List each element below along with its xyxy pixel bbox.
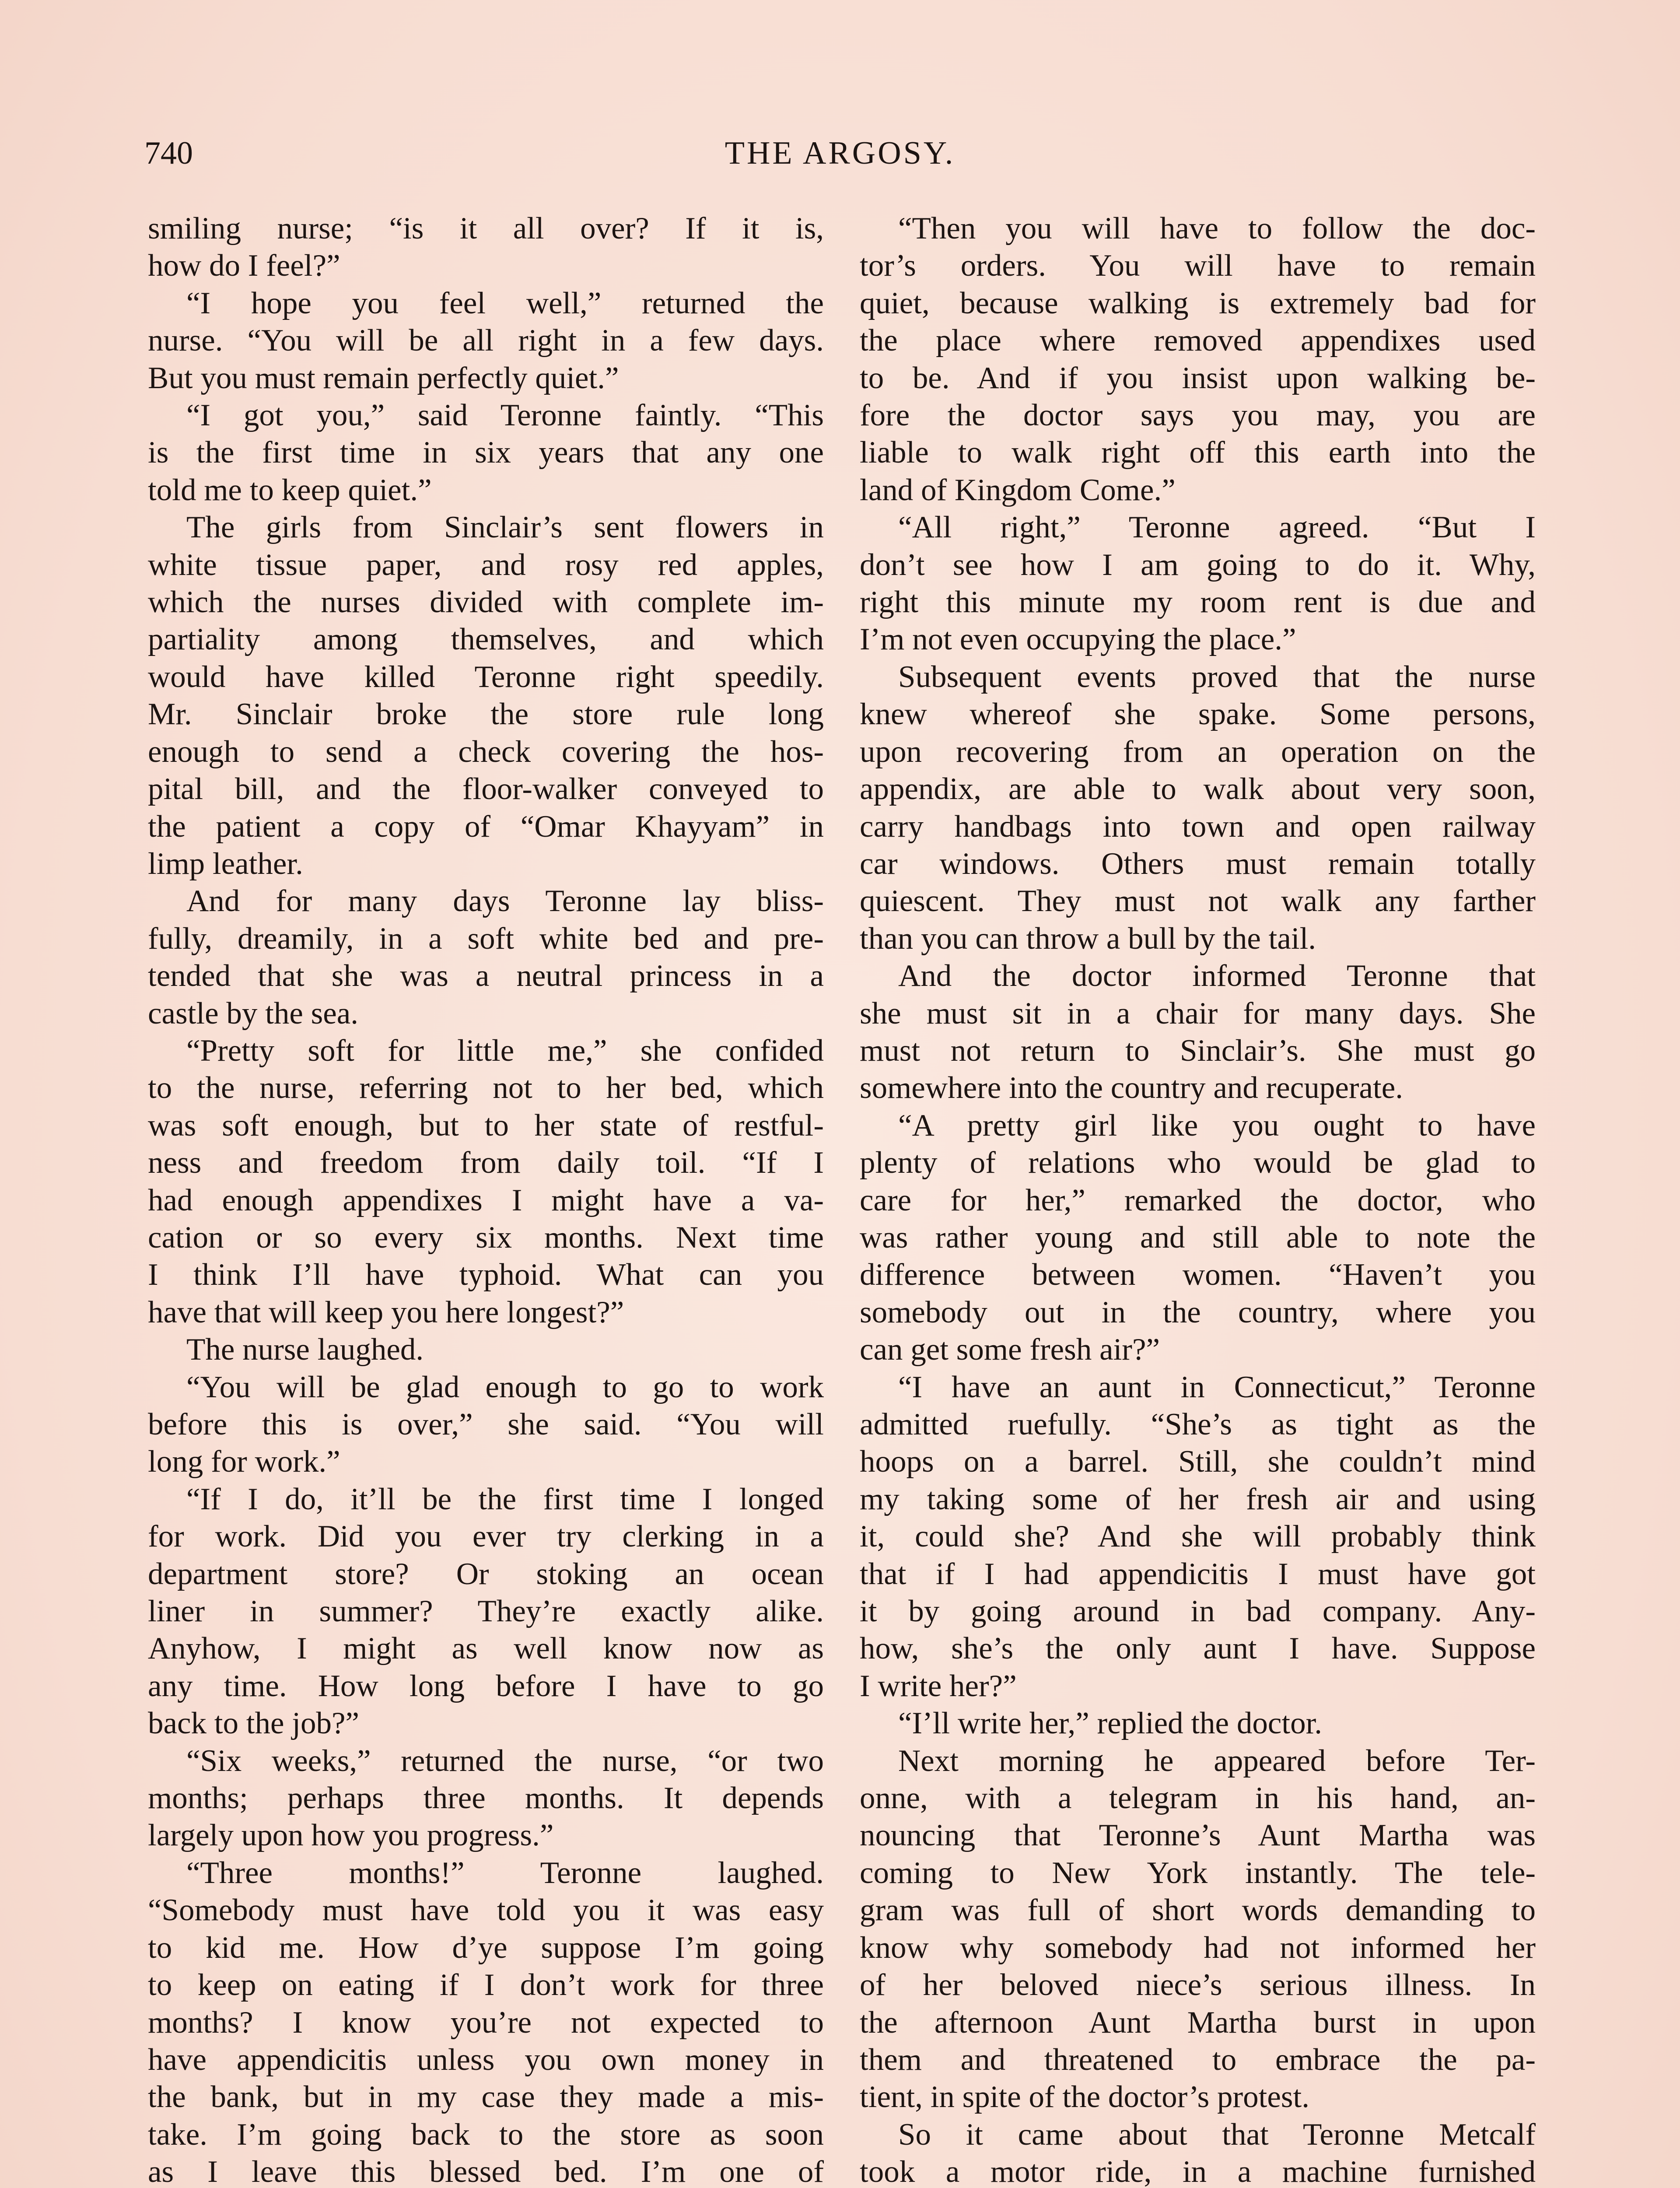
text-line: cation or so every six months. Next time [148, 1220, 824, 1255]
text-line: “Three months!” Teronne laughed. [186, 1855, 824, 1890]
paragraph [860, 1705, 1536, 1742]
text-line: somebody out in the country, where you [860, 1295, 1536, 1329]
text-line: long for work.” [148, 1445, 340, 1479]
text-line: know why somebody had not informed her [860, 1930, 1536, 1965]
text-line: is the first time in six years that any one [148, 435, 824, 470]
page-header [144, 127, 1536, 179]
text-line: So it came about that Teronne Metcalf [898, 2117, 1536, 2152]
paragraph [148, 1481, 824, 1743]
text-line: coming to New York instantly. The tele- [860, 1855, 1536, 1890]
text-line: “A pretty girl like you ought to have [898, 1108, 1536, 1143]
text-line: my taking some of her fresh air and using [860, 1482, 1536, 1516]
text-line: limp leather. [148, 846, 303, 881]
text-line: department store? Or stoking an ocean [148, 1557, 824, 1591]
text-line: for work. Did you ever try clerking in a [148, 1519, 824, 1554]
text-line: tended that she was a neutral princess in a [148, 959, 824, 993]
text-line: appendix, are able to walk about very soon, [860, 772, 1536, 806]
text-line: And the doctor informed Teronne that [898, 959, 1536, 993]
paragraph [148, 1743, 824, 1855]
paragraph [860, 210, 1536, 509]
text-line: took a motor ride, in a machine furnished [860, 2155, 1536, 2188]
text-line: which the nurses divided with complete im- [148, 585, 824, 620]
text-line: before this is over,” she said. “You will [148, 1407, 824, 1441]
text-line: “All right,” Teronne agreed. “But I [898, 510, 1536, 545]
text-line: can get some fresh air?” [860, 1332, 1160, 1367]
text-line: Mr. Sinclair broke the store rule long [148, 697, 824, 732]
text-line: “You will be glad enough to go to work [186, 1370, 824, 1404]
text-line: fore the doctor says you may, you are [860, 398, 1536, 433]
text-line: gram was full of short words demanding to [860, 1893, 1536, 1928]
text-line: take. I’m going back to the store as soon [148, 2117, 824, 2152]
text-line: told me to keep quiet.” [148, 473, 432, 507]
text-line: how do I feel?” [148, 249, 340, 283]
text-line: “Then you will have to follow the doc- [898, 211, 1536, 245]
right-column [860, 210, 1536, 2188]
text-line: smiling nurse; “is it all over? If it is, [148, 211, 824, 245]
left-column [148, 210, 824, 2188]
paragraph [860, 1743, 1536, 2116]
text-line: tor’s orders. You will have to remain [860, 249, 1536, 283]
text-line: “Six weeks,” returned the nurse, “or two [186, 1743, 824, 1778]
paragraph [148, 883, 824, 1032]
text-line: months? I know you’re not expected to [148, 2005, 824, 2040]
text-line: quiescent. They must not walk any farther [860, 884, 1536, 919]
text-line: have that will keep you here longest?” [148, 1295, 624, 1329]
text-line: tient, in spite of the doctor’s protest. [860, 2080, 1310, 2114]
text-line: was soft enough, but to her state of restful- [148, 1108, 824, 1143]
text-line: partiality among themselves, and which [148, 622, 824, 657]
text-line: as I leave this blessed bed. I’m one of [148, 2155, 824, 2188]
text-line: it by going around in bad company. Any- [860, 1594, 1536, 1629]
text-line: fully, dreamily, in a soft white bed and pre- [148, 921, 824, 956]
text-line: I think I’ll have typhoid. What can you [148, 1258, 824, 1292]
text-line: to the nurse, referring not to her bed, which [148, 1071, 824, 1105]
text-line: them and threatened to embrace the pa- [860, 2042, 1536, 2077]
text-line: But you must remain perfectly quiet.” [148, 361, 619, 395]
text-line: somewhere into the country and recuperate. [860, 1071, 1403, 1105]
text-line: I write her?” [860, 1669, 1017, 1703]
text-line: enough to send a check covering the hos- [148, 734, 824, 769]
text-line: liable to walk right off this earth into the [860, 435, 1536, 470]
paragraph [860, 2116, 1536, 2188]
text-line: she must sit in a chair for many days. She [860, 996, 1536, 1031]
paragraph [148, 397, 824, 509]
paragraph [860, 659, 1536, 957]
text-line: must not return to Sinclair’s. She must go [860, 1033, 1536, 1068]
text-line: knew whereof she spake. Some persons, [860, 697, 1536, 732]
text-line: that if I had appendicitis I must have got [860, 1557, 1536, 1591]
text-line: any time. How long before I have to go [148, 1669, 824, 1703]
text-line: was rather young and still able to note the [860, 1220, 1536, 1255]
running-head: THE ARGOSY. [724, 135, 956, 171]
text-line: the afternoon Aunt Martha burst in upon [860, 2005, 1536, 2040]
paragraph [860, 1369, 1536, 1705]
text-line: The nurse laughed. [186, 1332, 424, 1367]
text-line: would have killed Teronne right speedily. [148, 659, 824, 694]
text-line: And for many days Teronne lay bliss- [186, 884, 824, 919]
paragraph [860, 1107, 1536, 1369]
paragraph [860, 957, 1536, 1107]
text-line: ness and freedom from daily toil. “If I [148, 1146, 824, 1180]
text-line: “If I do, it’ll be the first time I longed [186, 1482, 824, 1516]
paragraph [148, 1032, 824, 1331]
text-line: Subsequent events proved that the nurse [898, 659, 1536, 694]
text-line: “Pretty soft for little me,” she confided [186, 1033, 824, 1068]
text-line: to keep on eating if I don’t work for three [148, 1968, 824, 2002]
text-line: pital bill, and the floor-walker conveyed to [148, 772, 824, 806]
text-line: car windows. Others must remain totally [860, 846, 1536, 881]
text-line: than you can throw a bull by the tail. [860, 921, 1316, 956]
paragraph [148, 1331, 824, 1368]
text-line: to kid me. How d’ye suppose I’m going [148, 1930, 824, 1965]
text-line: months; perhaps three months. It depends [148, 1781, 824, 1816]
text-line: care for her,” remarked the doctor, who [860, 1183, 1536, 1217]
text-line: castle by the sea. [148, 996, 359, 1031]
text-line: “I have an aunt in Connecticut,” Teronne [898, 1370, 1536, 1404]
text-line: the bank, but in my case they made a mis- [148, 2080, 824, 2114]
text-line: the place where removed appendixes used [860, 323, 1536, 358]
text-line: plenty of relations who would be glad to [860, 1146, 1536, 1180]
text-line: white tissue paper, and rosy red apples, [148, 547, 824, 582]
text-line: liner in summer? They’re exactly alike. [148, 1594, 824, 1629]
text-line: “I hope you feel well,” returned the [186, 286, 824, 320]
text-line: have appendicitis unless you own money in [148, 2042, 824, 2077]
text-line: upon recovering from an operation on the [860, 734, 1536, 769]
text-line: largely upon how you progress.” [148, 1818, 554, 1853]
text-line: I’m not even occupying the place.” [860, 622, 1296, 657]
paragraph [148, 210, 824, 285]
text-line: of her beloved niece’s serious illness. In [860, 1968, 1536, 2002]
text-line: back to the job?” [148, 1706, 359, 1741]
paragraph [148, 1369, 824, 1481]
text-line: Next morning he appeared before Ter- [898, 1743, 1536, 1778]
text-line: The girls from Sinclair’s sent flowers in [186, 510, 824, 545]
text-line: “Somebody must have told you it was easy [148, 1893, 824, 1928]
text-line: the patient a copy of “Omar Khayyam” in [148, 809, 824, 844]
paragraph [148, 1855, 824, 2188]
text-line: hoops on a barrel. Still, she couldn’t mind [860, 1445, 1536, 1479]
text-line: nouncing that Teronne’s Aunt Martha was [860, 1818, 1536, 1853]
text-line: “I’ll write her,” replied the doctor. [898, 1706, 1323, 1741]
text-line: carry handbags into town and open railway [860, 809, 1536, 844]
paragraph [148, 285, 824, 397]
paragraph [148, 509, 824, 883]
text-line: to be. And if you insist upon walking be- [860, 361, 1536, 395]
text-line: how, she’s the only aunt I have. Suppose [860, 1631, 1536, 1666]
text-line: don’t see how I am going to do it. Why, [860, 547, 1536, 582]
text-line: had enough appendixes I might have a va- [148, 1183, 824, 1217]
text-line: onne, with a telegram in his hand, an- [860, 1781, 1536, 1816]
text-line: Anyhow, I might as well know now as [148, 1631, 824, 1666]
text-line: admitted ruefully. “She’s as tight as the [860, 1407, 1536, 1441]
text-line: “I got you,” said Teronne faintly. “This [186, 398, 824, 433]
paragraph [860, 509, 1536, 659]
text-line: right this minute my room rent is due and [860, 585, 1536, 620]
text-line: difference between women. “Haven’t you [860, 1258, 1536, 1292]
text-line: land of Kingdom Come.” [860, 473, 1176, 507]
page-number: 740 [144, 135, 193, 171]
text-line: it, could she? And she will probably think [860, 1519, 1536, 1554]
text-line: nurse. “You will be all right in a few days. [148, 323, 824, 358]
text-line: quiet, because walking is extremely bad for [860, 286, 1536, 320]
